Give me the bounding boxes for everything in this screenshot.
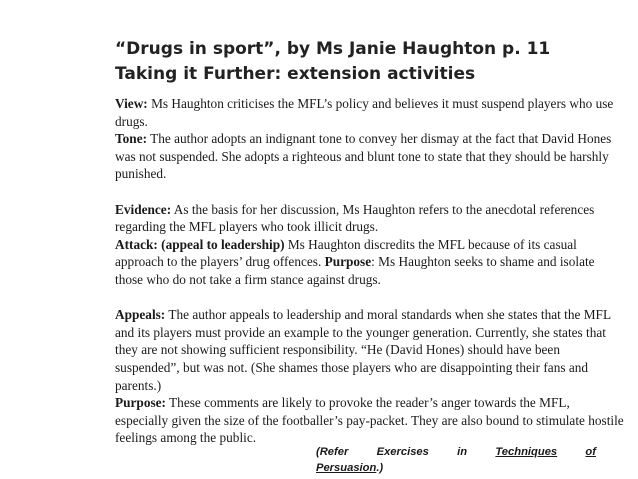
footer-word-underlined: Techniques — [495, 446, 558, 458]
footer-word: Exercises — [376, 446, 429, 458]
footer-word-underlined: Persuasion — [316, 462, 377, 474]
tone-text: The author adopts an indignant tone to convey her dismay at the fact that David Hones was not suspended. She adopts a righteous and blunt tone to state that they should be harshly punished. — [115, 131, 612, 182]
tone-paragraph — [115, 130, 625, 183]
title-line-1: “Drugs in sport”, by Ms Janie Haughton p. 11 — [115, 39, 551, 59]
attack-text: Ms Haughton discredits the MFL because of its casual approach to the players’ drug offences. — [115, 236, 577, 270]
title-line-2: Taking it Further: extension activities — [115, 64, 476, 84]
footer-word: (Refer — [316, 446, 349, 458]
purpose-label: Purpose: — [115, 395, 166, 411]
attack-paragraph — [115, 236, 625, 289]
view-label: View: — [115, 96, 148, 111]
evidence-paragraph — [115, 201, 625, 236]
purpose-text: These comments are likely to provoke the reader’s anger towards the MFL, especially given the size of the footballer’s pay-packet. They are also bound to stimulate hostile feelings among the public. — [115, 395, 624, 446]
paragraph-gap — [115, 289, 625, 307]
footer-word: in — [457, 446, 468, 458]
attack-label: Attack: (appeal to leadership) — [115, 236, 285, 252]
footer-word-underlined: of — [585, 446, 596, 458]
footer-line-1 — [316, 444, 596, 460]
view-text: Ms Haughton criticises the MFL’s policy and believes it must suspend players who use drugs. — [115, 96, 614, 129]
slide-title — [115, 37, 635, 87]
appeals-paragraph — [115, 306, 625, 394]
slide-body — [115, 95, 625, 447]
paragraph-gap — [115, 183, 625, 201]
evidence-text: As the basis for her discussion, Ms Haughton refers to the anecdotal references regarding the MFL players who took illicit drugs. — [115, 201, 595, 235]
footer-line-2 — [316, 460, 596, 476]
view-paragraph — [115, 95, 625, 130]
evidence-label: Evidence: — [115, 201, 172, 217]
footer-reference — [316, 444, 596, 476]
tone-label: Tone: — [115, 131, 148, 147]
appeals-label: Appeals: — [115, 307, 166, 323]
footer-word: .) — [376, 462, 384, 474]
attack-purpose-text: : Ms Haughton seeks to shame and isolate those who do not take a firm stance against drugs. — [115, 254, 595, 287]
attack-purpose-label: Purpose — [324, 254, 372, 270]
purpose-paragraph — [115, 394, 625, 447]
appeals-text: The author appeals to leadership and moral standards when she states that the MFL and its players must provide an example to the younger generation. Currently, she states that they are not showing sufficient responsibility. “He (David Hones) should have been suspended”, but was not. (She shames those players who are disappointing their fans and parents.) — [115, 307, 611, 393]
